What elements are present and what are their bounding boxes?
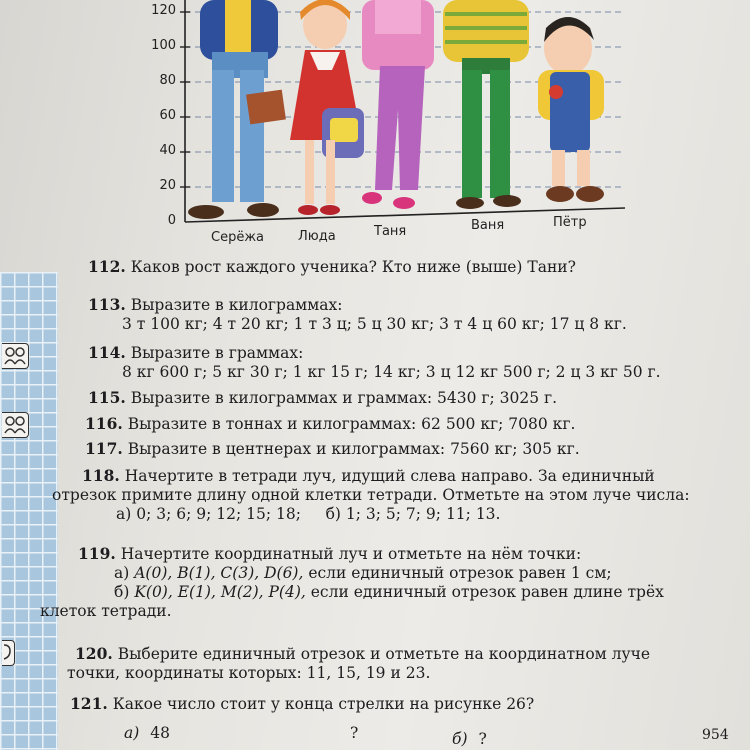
option-label: а) [114, 564, 135, 582]
exercise-text: если единичный отрезок равен длине трёх [305, 583, 664, 601]
exercise-118 [52, 466, 690, 524]
exercise-line [78, 583, 664, 602]
exercise-line: клеток тетради. [40, 602, 172, 620]
y-tick-40: 40 [159, 143, 176, 158]
exercise-117 [85, 439, 580, 459]
y-tick-60: 60 [159, 108, 176, 123]
exercise-114 [88, 343, 661, 382]
exercise-number: 118. [82, 466, 120, 485]
exercise-number: 113. [88, 295, 126, 314]
exercise-line: 3 т 100 кг; 4 т 20 кг; 1 т 3 ц; 5 ц 30 кг; 3 т 4 ц 60 кг; 17 ц 8 кг. [122, 315, 627, 333]
exercise-119 [40, 544, 664, 621]
name-lyuda: Люда [298, 229, 336, 244]
page-number: 954 [702, 727, 729, 743]
exercise-text: Каков рост каждого ученика? Кто ниже (выше) Тани? [130, 258, 576, 276]
exercise-115 [88, 388, 557, 408]
pair-icon [2, 412, 29, 438]
exercise-line: 8 кг 600 г; 5 кг 30 г; 1 кг 15 г; 14 кг; 3 ц 12 кг 500 г; 2 ц 3 кг 50 г. [122, 363, 661, 381]
exercise-line: точки, координаты которых: 11, 15, 19 и 23. [67, 664, 431, 682]
exercise-number: 116. [85, 414, 123, 433]
option-a-label: а) [124, 724, 140, 742]
exercise-text: Выразите в граммах: [130, 344, 304, 362]
exercise-number: 114. [88, 343, 126, 362]
name-pyotr: Пётр [553, 215, 587, 230]
exercise-text: Начертите в тетради луч, идущий слева направо. За единичный [124, 467, 655, 485]
exercise-113 [88, 295, 627, 334]
name-tanya: Таня [374, 224, 407, 239]
exercise-text: Начертите координатный луч и отметьте на нём точки: [120, 545, 582, 563]
exercise-121-option-b [452, 730, 487, 749]
exercise-text: Выразите в килограммах: [130, 296, 343, 314]
y-tick-80: 80 [159, 73, 176, 88]
exercise-120 [67, 644, 651, 683]
exercise-121-options [124, 724, 170, 743]
exercise-text: Какое число стоит у конца стрелки на рисунке 26? [112, 695, 535, 713]
person-icon [2, 640, 15, 666]
points-list: A(0), B(1), C(3), D(6), [134, 564, 304, 582]
y-tick-100: 100 [151, 38, 176, 53]
exercise-line [78, 564, 664, 583]
pair-icon [2, 343, 29, 369]
exercise-number: 115. [88, 388, 126, 407]
exercise-112 [88, 257, 576, 277]
exercise-line: отрезок примите длину одной клетки тетради. Отметьте на этом луче числа: [52, 486, 690, 504]
exercise-number: 120. [75, 644, 113, 663]
option-label: б) [114, 583, 135, 601]
figure-vanya [443, 0, 529, 209]
exercise-121 [70, 694, 534, 714]
points-list: K(0), E(1), M(2), P(4), [134, 583, 306, 601]
exercise-text: если единичный отрезок равен 1 см; [303, 564, 612, 582]
exercise-number: 119. [78, 544, 116, 563]
exercise-116 [85, 414, 575, 434]
exercise-text: Выразите в килограммах и граммах: 5430 г; 3025 г. [130, 389, 558, 407]
y-tick-120: 120 [151, 3, 176, 18]
y-tick-0: 0 [167, 213, 176, 228]
question-mark: ? [350, 724, 359, 742]
exercise-number: 121. [70, 694, 108, 713]
exercise-text: Выразите в центнерах и килограммах: 7560 кг; 305 кг. [127, 440, 580, 458]
name-seryozha: Серёжа [211, 230, 265, 245]
figure-tanya [362, 0, 434, 209]
figure-pyotr [538, 17, 604, 202]
figure-lyuda [290, 0, 364, 215]
exercise-text: Выразите в тоннах и килограммах: 62 500 кг; 7080 кг. [127, 415, 576, 433]
exercise-text: Выберите единичный отрезок и отметьте на координатном луче [117, 645, 651, 663]
option-a-value: 48 [150, 724, 170, 742]
figure-seryozha [188, 0, 286, 219]
question-mark: ? [478, 730, 487, 748]
exercise-number: 112. [88, 257, 126, 276]
exercise-line: а) 0; 3; 6; 9; 12; 15; 18; б) 1; 3; 5; 7; 9; 11; 13. [116, 505, 501, 523]
name-vanya: Ваня [471, 218, 505, 233]
height-chart [0, 0, 750, 250]
y-tick-20: 20 [159, 178, 176, 193]
exercise-number: 117. [85, 439, 123, 458]
option-b-label: б) [452, 730, 468, 748]
